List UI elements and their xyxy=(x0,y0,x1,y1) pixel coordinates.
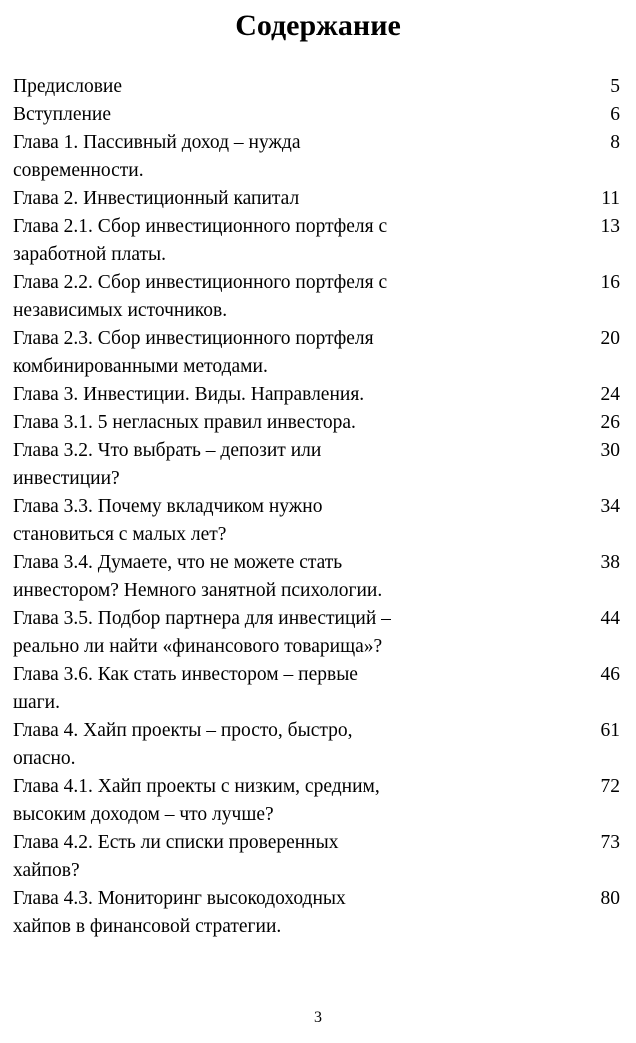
toc-entry-page: 44 xyxy=(600,608,620,629)
toc-entry-page: 26 xyxy=(600,412,620,433)
toc-entry-title: Вступление xyxy=(13,104,112,125)
toc-entry xyxy=(13,381,620,409)
toc-entry-title: Глава 4. Хайп проекты – просто, быстро, опасно. xyxy=(13,720,353,769)
toc-entry xyxy=(13,885,620,941)
toc-entry xyxy=(13,101,620,129)
toc-entry xyxy=(13,73,620,101)
toc-entry-title: Глава 2.3. Сбор инвестиционного портфеля комбинированными методами. xyxy=(13,328,374,377)
toc-entry-page: 73 xyxy=(600,832,620,853)
toc-entry-page: 11 xyxy=(601,188,620,209)
toc-entry xyxy=(13,717,620,773)
toc-entry xyxy=(13,325,620,381)
toc-entry-page: 5 xyxy=(610,76,620,97)
toc-entry-page: 80 xyxy=(600,888,620,909)
toc-entry-title: Глава 2.1. Сбор инвестиционного портфеля с заработной платы. xyxy=(13,216,388,265)
toc-entry-title: Предисловие xyxy=(13,76,123,97)
toc-entry-title: Глава 3.2. Что выбрать – депозит или инвестиции? xyxy=(13,440,322,489)
toc-entry xyxy=(13,129,620,185)
toc-entry-page: 61 xyxy=(600,720,620,741)
toc-entry-title: Глава 3.4. Думаете, что не можете стать инвестором? Немного занятной психологии. xyxy=(13,552,383,601)
toc-entry-page: 16 xyxy=(600,272,620,293)
toc-entry-page: 13 xyxy=(600,216,620,237)
toc-entry-title: Глава 4.2. Есть ли списки проверенных хайпов? xyxy=(13,832,339,881)
toc-entry xyxy=(13,437,620,493)
toc-entry-title: Глава 3. Инвестиции. Виды. Направления. xyxy=(13,384,365,405)
toc-entry-title: Глава 3.1. 5 негласных правил инвестора. xyxy=(13,412,356,433)
toc-entry-title: Глава 1. Пассивный доход – нужда современности. xyxy=(13,132,301,181)
toc-entry xyxy=(13,493,620,549)
toc-entry-title: Глава 2.2. Сбор инвестиционного портфеля с независимых источников. xyxy=(13,272,388,321)
toc-entry xyxy=(13,185,620,213)
toc-entry-page: 30 xyxy=(600,440,620,461)
toc-entry-page: 46 xyxy=(600,664,620,685)
toc-entry-title: Глава 4.1. Хайп проекты с низким, средним, высоким доходом – что лучше? xyxy=(13,776,380,825)
page-number: 3 xyxy=(314,1009,322,1026)
toc-entry-page: 24 xyxy=(600,384,620,405)
toc-entry xyxy=(13,549,620,605)
toc-entry xyxy=(13,773,620,829)
toc-entry-page: 8 xyxy=(610,132,620,153)
toc-entry-page: 72 xyxy=(600,776,620,797)
toc-entry-page: 38 xyxy=(600,552,620,573)
toc-entry-title: Глава 3.5. Подбор партнера для инвестиций – реально ли найти «финансового товарища»? xyxy=(13,608,391,657)
toc-entry xyxy=(13,213,620,269)
toc-entry-page: 20 xyxy=(600,328,620,349)
toc-entry xyxy=(13,269,620,325)
toc-entry xyxy=(13,829,620,885)
toc-entry xyxy=(13,605,620,661)
page-title: Содержание xyxy=(235,9,401,42)
toc-entry-title: Глава 2. Инвестиционный капитал xyxy=(13,188,300,209)
toc-entry xyxy=(13,409,620,437)
toc-entry-page: 34 xyxy=(600,496,620,517)
toc-entry-page: 6 xyxy=(610,104,620,125)
toc-entry-title: Глава 3.6. Как стать инвестором – первые шаги. xyxy=(13,664,358,713)
toc-entry-title: Глава 3.3. Почему вкладчиком нужно становиться с малых лет? xyxy=(13,496,323,545)
table-of-contents xyxy=(13,73,620,941)
toc-entry-title: Глава 4.3. Мониторинг высокодоходных хайпов в финансовой стратегии. xyxy=(13,888,346,937)
toc-entry xyxy=(13,661,620,717)
